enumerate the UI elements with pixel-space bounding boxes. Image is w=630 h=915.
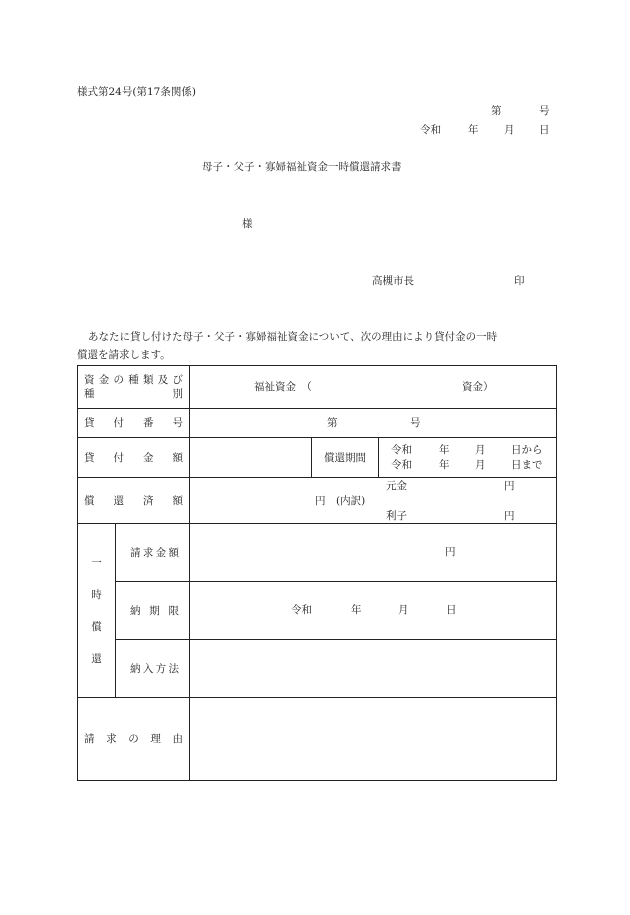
row-loan-number (78, 409, 557, 438)
loan-number-value[interactable] (190, 409, 557, 438)
row-reason (78, 698, 557, 781)
repaid-principal-yen: 円 (504, 480, 515, 492)
deadline-month: 月 (398, 604, 409, 616)
period-to-month: 月 (475, 459, 486, 471)
period-from-month: 月 (475, 444, 486, 456)
lump-sum-char-1: 一 (91, 556, 102, 569)
deadline-era: 令和 (291, 604, 312, 616)
doc-number-suffix: 号 (539, 105, 550, 117)
repaid-interest-yen: 円 (504, 510, 515, 522)
loan-amount-value[interactable] (190, 438, 312, 478)
repaid-principal: 元金 (386, 480, 407, 492)
row-claim-amount (78, 524, 557, 582)
deadline-year: 年 (351, 604, 362, 616)
loan-amount-label: 貸 付 金 額 (78, 438, 190, 478)
row-deadline (78, 582, 557, 640)
issuer-name: 高槻市長 (372, 275, 414, 287)
period-to-year: 年 (439, 459, 450, 471)
lump-sum-char-4: 還 (91, 652, 102, 665)
seal-mark: 印 (514, 275, 525, 287)
lump-sum-group-label (78, 524, 116, 698)
doc-number-prefix: 第 (491, 105, 502, 117)
body-text-line2: 償還を請求します。 (77, 349, 171, 361)
fund-type-value-suffix: 資金） (462, 381, 494, 393)
period-from-year: 年 (439, 444, 450, 456)
form-number: 様式第24号(第17条関係) (77, 86, 196, 98)
fund-type-label-line2: 種 別 (84, 388, 183, 400)
deadline-label: 納 期 限 (116, 582, 190, 640)
date-year: 年 (468, 124, 479, 136)
period-to-era: 令和 (391, 459, 412, 471)
payment-method-value[interactable] (190, 640, 557, 698)
fund-type-value-prefix: 福祉資金 （ (254, 381, 312, 393)
period-from-era: 令和 (391, 444, 412, 456)
period-to-day: 日まで (511, 459, 543, 471)
repayment-period-value[interactable] (379, 438, 557, 478)
date-month: 月 (504, 124, 515, 136)
claim-yen: 円 (445, 546, 456, 558)
fund-type-label (78, 366, 190, 409)
lump-sum-char-3: 償 (91, 620, 102, 633)
repaid-amount-label: 償 還 済 額 (78, 478, 190, 524)
repaid-amount-value[interactable] (190, 478, 557, 524)
repayment-period-label: 償還期間 (312, 438, 379, 478)
deadline-day: 日 (446, 604, 457, 616)
claim-amount-label: 請 求 金 額 (116, 524, 190, 582)
date-day: 日 (539, 124, 550, 136)
row-loan-amount (78, 438, 557, 478)
body-text-line1: あなたに貸し付けた母子・父子・寡婦福祉資金について、次の理由により貸付金の一時 (88, 331, 498, 343)
claim-amount-value[interactable] (190, 524, 557, 582)
reason-value[interactable] (190, 698, 557, 781)
document-title: 母子・父子・寡婦福祉資金一時償還請求書 (202, 161, 402, 173)
payment-method-label: 納 入 方 法 (116, 640, 190, 698)
loan-number-prefix: 第 (327, 417, 338, 429)
deadline-value[interactable] (190, 582, 557, 640)
row-repaid-amount (78, 478, 557, 524)
reason-label: 請 求 の 理 由 (78, 698, 190, 781)
loan-number-label: 貸 付 番 号 (78, 409, 190, 438)
row-payment-method (78, 640, 557, 698)
date-era: 令和 (420, 124, 441, 136)
loan-number-suffix: 号 (410, 417, 421, 429)
fund-type-label-line1: 資 金 の 種 類 及 び (84, 374, 183, 386)
repaid-yen-breakdown: 円 (内訳) (315, 495, 366, 507)
addressee-suffix: 様 (242, 218, 253, 230)
repayment-form-table (77, 365, 557, 781)
repaid-interest: 利子 (386, 510, 407, 522)
lump-sum-char-2: 時 (91, 588, 102, 601)
row-fund-type (78, 366, 557, 409)
fund-type-value[interactable] (190, 366, 557, 409)
period-from-day: 日から (511, 444, 543, 456)
